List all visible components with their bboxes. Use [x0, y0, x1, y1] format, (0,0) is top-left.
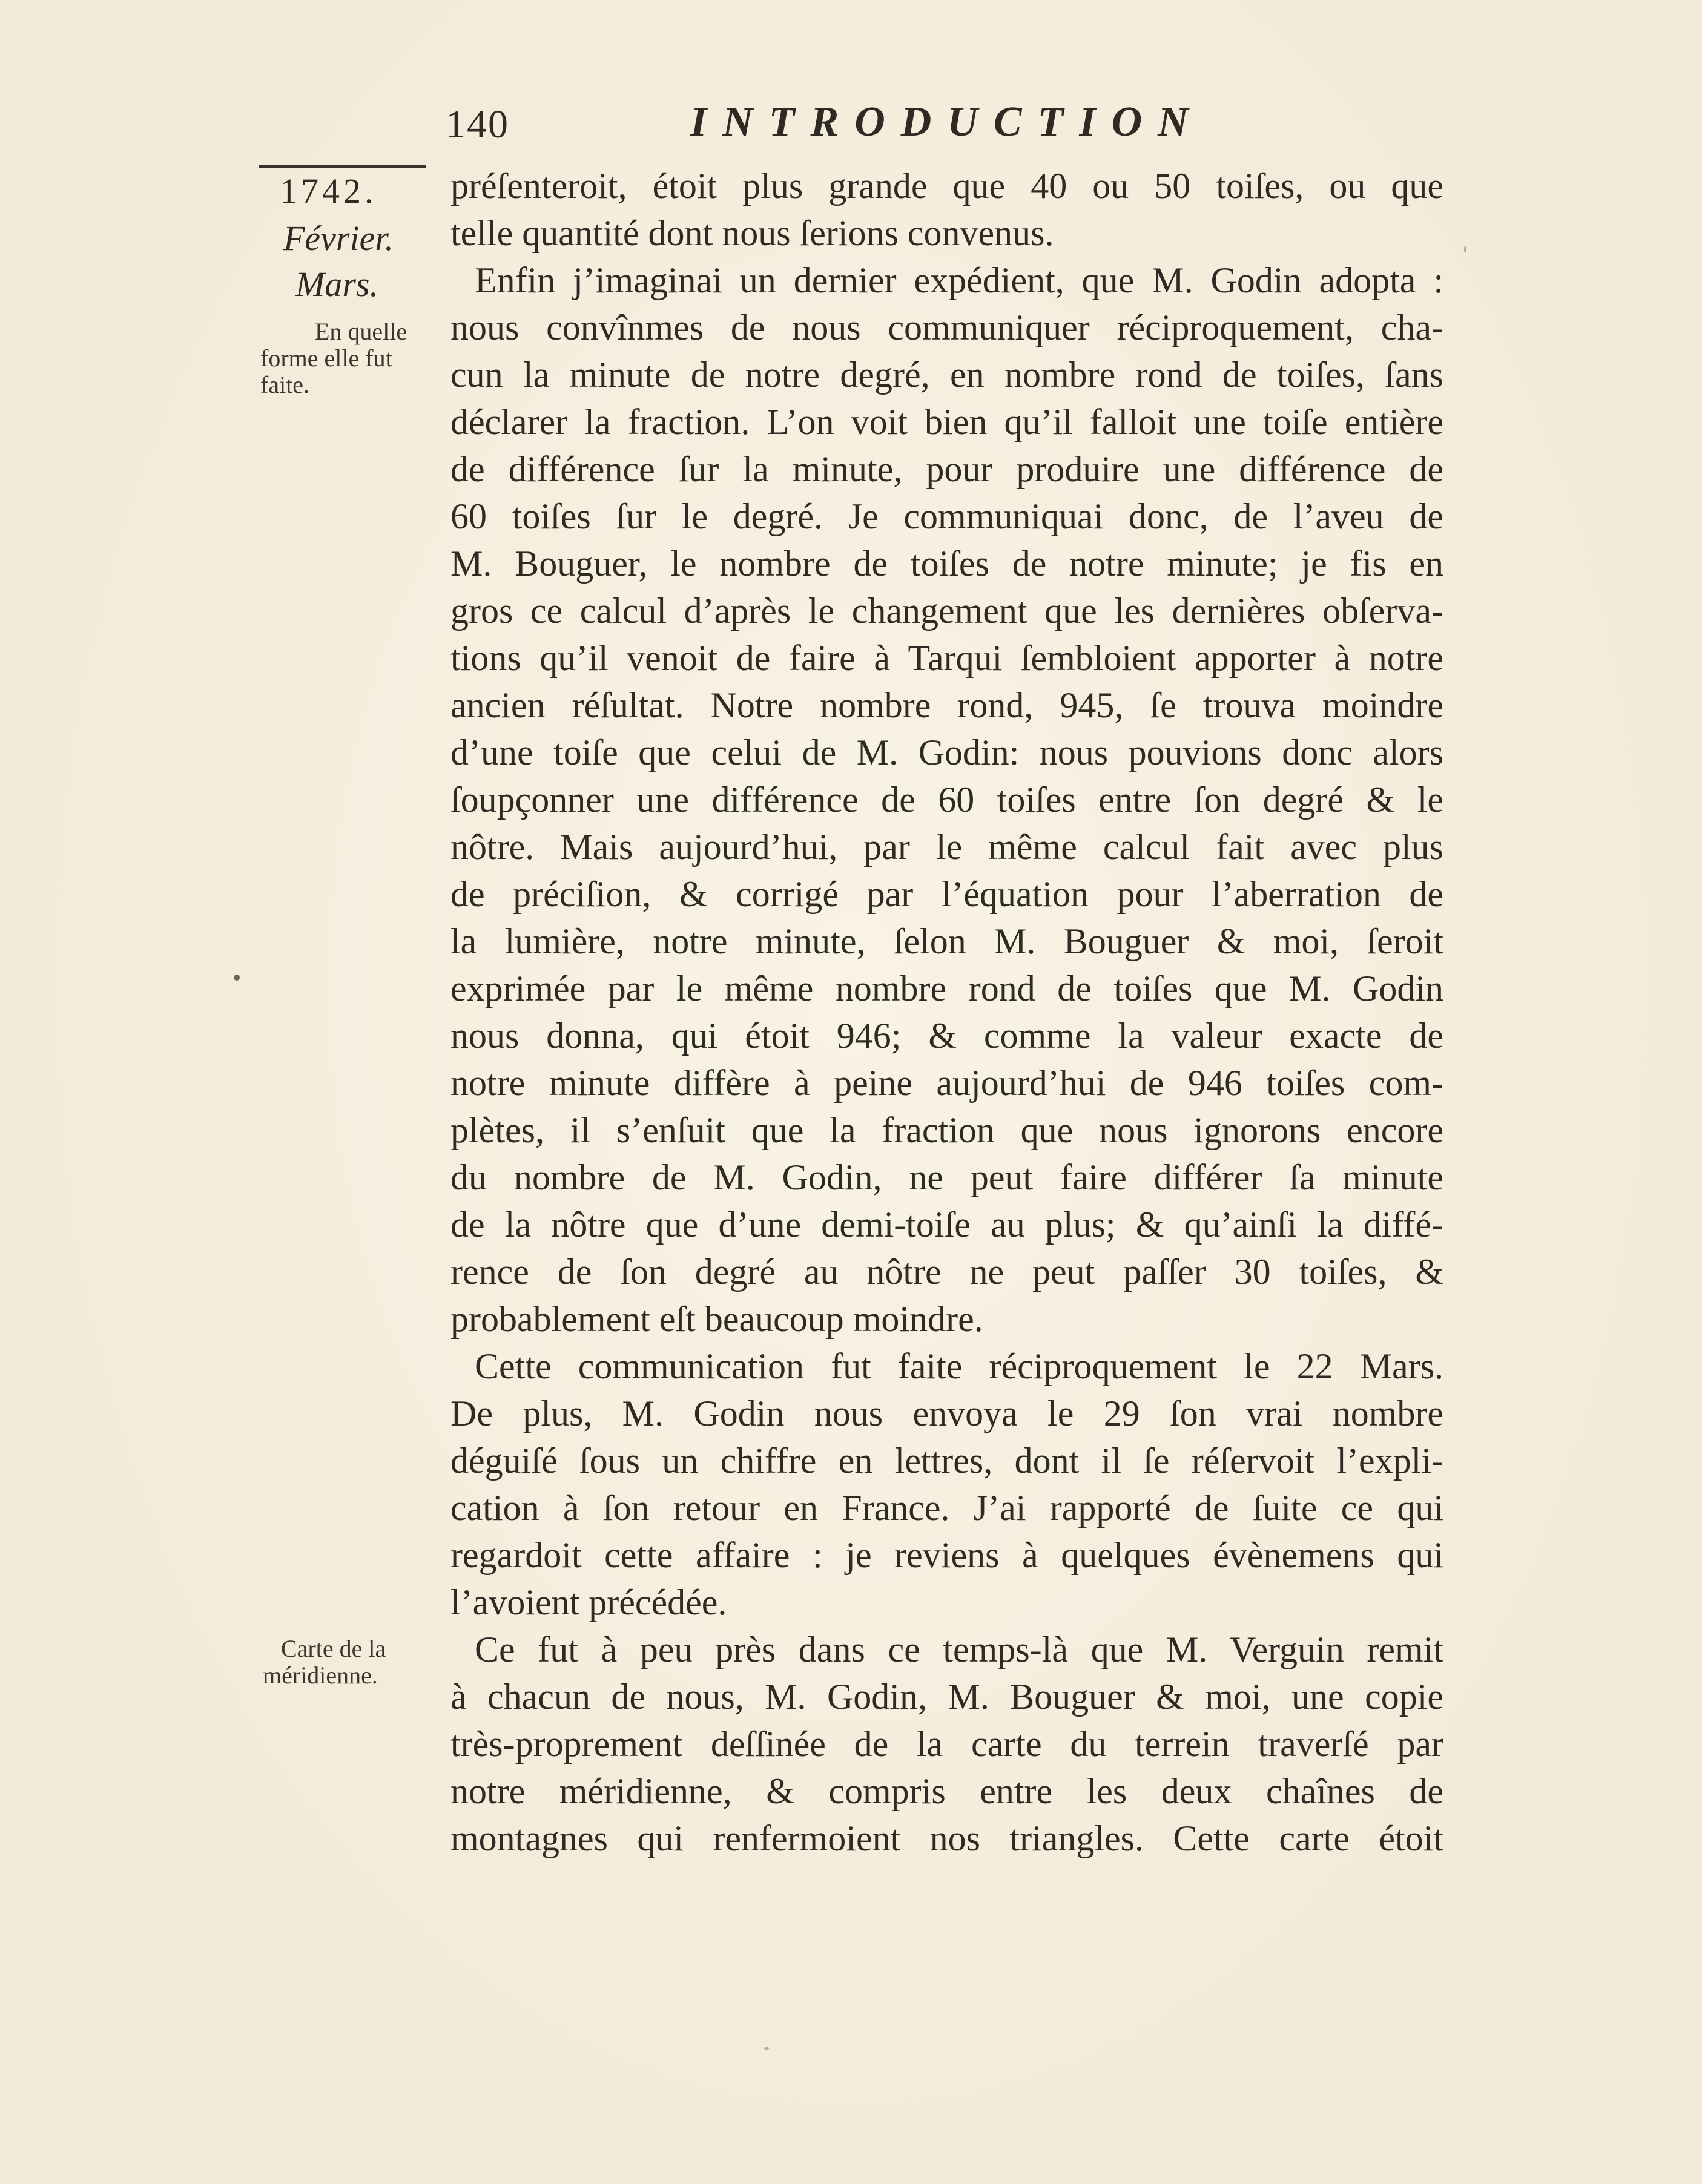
- text-line: tions qu’il venoit de faire à Tarqui ſembloient apporter à notre: [450, 638, 1443, 678]
- text-line: déclarer la fraction. L’on voit bien qu’il falloit une toiſe entière: [450, 402, 1443, 442]
- margin-month-mars: Mars.: [295, 265, 378, 304]
- text-line: à chacun de nous, M. Godin, M. Bouguer & moi, une copie: [450, 1677, 1443, 1717]
- text-line: Ce fut à peu près dans ce temps-là que M. Verguin remit: [475, 1630, 1443, 1669]
- body-text: [450, 162, 1443, 1862]
- margin-note-line: Carte de la: [281, 1635, 386, 1662]
- running-head: INTRODUCTION: [690, 99, 1204, 145]
- ink-speck: [1464, 246, 1466, 253]
- text-line: préſenteroit, étoit plus grande que 40 ou 50 toiſes, ou que: [450, 166, 1443, 206]
- margin-note-carte: [263, 1636, 444, 1689]
- text-line: M. Bouguer, le nombre de toiſes de notre minute; je fis en: [450, 544, 1443, 584]
- margin-year: 1742.: [280, 171, 377, 211]
- margin-note-line: forme elle fut: [260, 344, 392, 372]
- text-line: cun la minute de notre degré, en nombre rond de toiſes, ſans: [450, 355, 1443, 395]
- text-line: rence de ſon degré au nôtre ne peut paſſer 30 toiſes, &: [450, 1252, 1443, 1292]
- margin-month-fevrier: Février.: [283, 219, 394, 258]
- margin-note-forme: [260, 318, 442, 398]
- margin-note-line: méridienne.: [263, 1662, 378, 1689]
- text-line: De plus, M. Godin nous envoya le 29 ſon vrai nombre: [450, 1393, 1443, 1433]
- text-line: Enfin j’imaginai un dernier expédient, que M. Godin adopta :: [475, 260, 1443, 300]
- text-line: l’avoient précédée.: [450, 1582, 727, 1622]
- text-line: Cette communication fut faite réciproquement le 22 Mars.: [475, 1346, 1443, 1386]
- text-line: d’une toiſe que celui de M. Godin: nous pouvions donc alors: [450, 732, 1443, 772]
- text-line: notre méridienne, & compris entre les deux chaînes de: [450, 1771, 1443, 1811]
- margin-note-line: faite.: [260, 371, 310, 398]
- text-line: montagnes qui renfermoient nos triangles. Cette carte étoit: [450, 1818, 1443, 1858]
- text-line: ancien réſultat. Notre nombre rond, 945, ſe trouva moindre: [450, 685, 1443, 725]
- text-line: regardoit cette affaire : je reviens à quelques évènemens qui: [450, 1535, 1443, 1575]
- text-line: du nombre de M. Godin, ne peut faire différer ſa minute: [450, 1157, 1443, 1197]
- header-rule: [259, 165, 426, 168]
- text-line: exprimée par le même nombre rond de toiſes que M. Godin: [450, 969, 1443, 1008]
- text-line: plètes, il s’enſuit que la fraction que nous ignorons encore: [450, 1110, 1443, 1150]
- margin-note-line: En quelle: [315, 318, 407, 345]
- text-line: de la nôtre que d’une demi-toiſe au plus; & qu’ainſi la diffé-: [450, 1205, 1443, 1245]
- text-line: de différence ſur la minute, pour produire une différence de: [450, 449, 1443, 489]
- text-line: très-proprement deſſinée de la carte du terrein traverſé par: [450, 1724, 1443, 1764]
- text-line: la lumière, notre minute, ſelon M. Bouguer & moi, ſeroit: [450, 921, 1443, 961]
- text-line: gros ce calcul d’après le changement que les dernières obſerva-: [450, 591, 1443, 631]
- text-line: 60 toiſes ſur le degré. Je communiquai donc, de l’aveu de: [450, 496, 1443, 536]
- text-line: nous convînmes de nous communiquer réciproquement, cha-: [450, 308, 1443, 347]
- text-line: nôtre. Mais aujourd’hui, par le même calcul fait avec plus: [450, 827, 1443, 867]
- text-line: cation à ſon retour en France. J’ai rapporté de ſuite ce qui: [450, 1488, 1443, 1528]
- text-line: ſoupçonner une différence de 60 toiſes entre ſon degré & le: [450, 780, 1443, 820]
- text-line: probablement eſt beaucoup moindre.: [450, 1299, 983, 1339]
- ink-speck: [764, 2047, 769, 2050]
- text-line: nous donna, qui étoit 946; & comme la valeur exacte de: [450, 1016, 1443, 1056]
- text-line: telle quantité dont nous ſerions convenus.: [450, 213, 1054, 253]
- ink-speck: [234, 975, 240, 981]
- text-line: déguiſé ſous un chiffre en lettres, dont il ſe réſervoit l’expli-: [450, 1441, 1443, 1481]
- text-line: de préciſion, & corrigé par l’équation pour l’aberration de: [450, 874, 1443, 914]
- page-number: 140: [446, 102, 509, 146]
- text-line: notre minute diffère à peine aujourd’hui de 946 toiſes com-: [450, 1063, 1443, 1103]
